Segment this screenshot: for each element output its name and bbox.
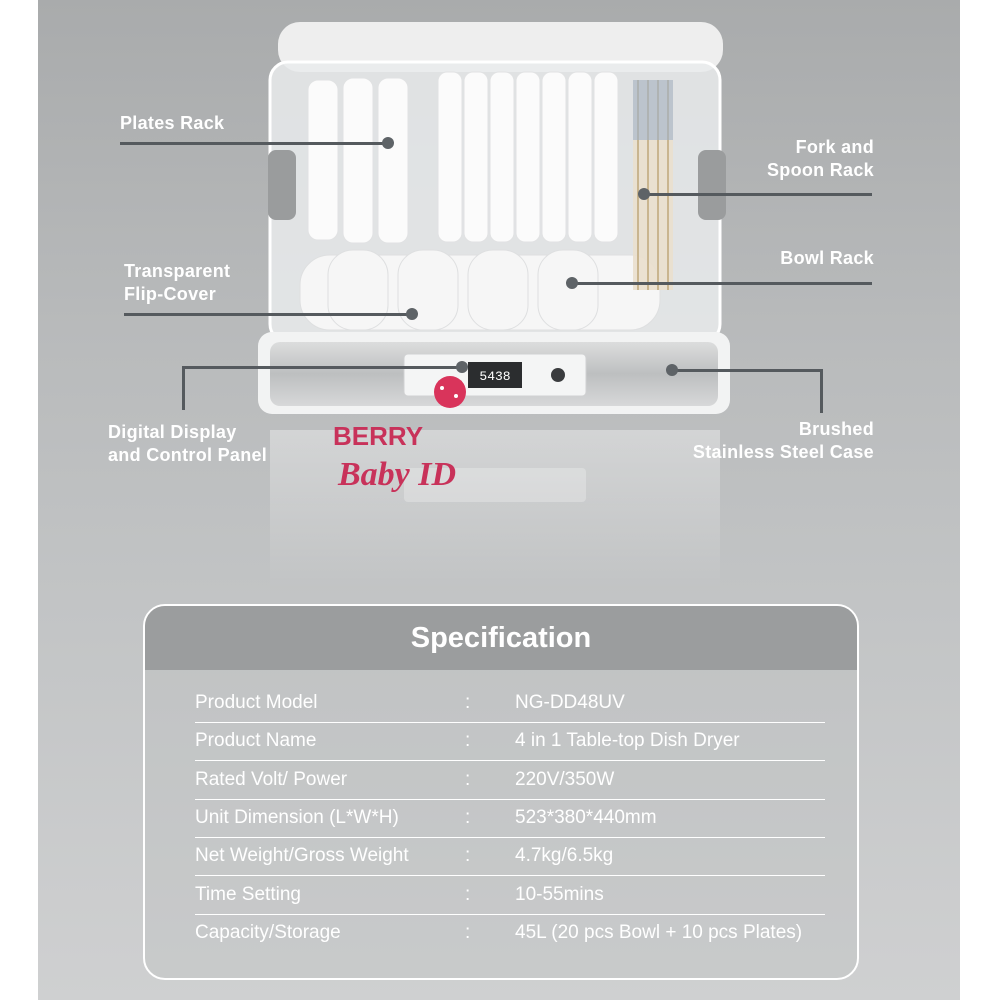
specification-title: Specification — [145, 606, 857, 670]
plates-rack-label: Plates Rack — [120, 113, 225, 133]
product-infographic — [38, 0, 960, 1000]
digital-display-pointer — [182, 366, 462, 369]
spec-row-time: Time Setting : 10-55mins — [195, 876, 825, 915]
digital-display-label: Digital Display and Control Panel — [108, 422, 268, 465]
stainless-case-label: Brushed Stainless Steel Case — [692, 419, 874, 462]
specification-panel — [143, 604, 859, 980]
bowl-rack-label: Bowl Rack — [780, 248, 874, 268]
svg-text:5438: 5438 — [479, 369, 511, 384]
spec-row-name: Product Name : 4 in 1 Table-top Dish Dryer — [195, 722, 825, 761]
transparent-flip-cover-label: Transparent Flip-Cover — [124, 261, 231, 304]
spec-row-dimension: Unit Dimension (L*W*H) : 523*380*440mm — [195, 799, 825, 838]
bowl-rack-pointer — [572, 282, 872, 285]
svg-text:Baby ID: Baby ID — [338, 456, 457, 493]
spec-row-power: Rated Volt/ Power : 220V/350W — [195, 761, 825, 800]
spec-row-weight: Net Weight/Gross Weight : 4.7kg/6.5kg — [195, 837, 825, 876]
spec-row-model: Product Model : NG-DD48UV — [195, 684, 825, 723]
stainless-case-pointer — [672, 369, 822, 372]
transparent-flip-cover-pointer — [124, 313, 414, 316]
fork-spoon-rack-pointer — [644, 193, 872, 196]
svg-text:BERRY: BERRY — [333, 421, 424, 451]
spec-row-capacity: Capacity/Storage : 45L (20 pcs Bowl + 10 pcs Plates) — [195, 922, 803, 943]
plates-rack-pointer — [120, 142, 388, 145]
fork-spoon-rack-label: Fork and Spoon Rack — [766, 137, 874, 180]
